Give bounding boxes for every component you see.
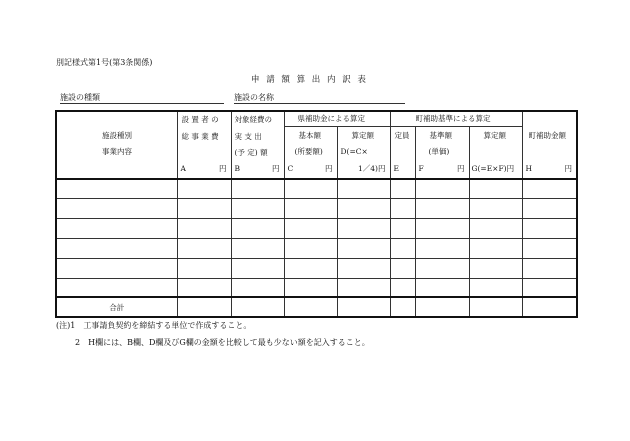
header-town-std-sub: (単価) (428, 147, 450, 156)
table-row (56, 198, 577, 218)
table-cell (284, 258, 337, 278)
table-cell (415, 218, 469, 238)
table-cell (177, 278, 231, 297)
table-cell (177, 297, 231, 317)
facility-type-field (60, 94, 224, 104)
facility-name-label: 施設の名称 (234, 93, 274, 102)
table-cell (337, 238, 390, 258)
header-town-calc-formula: G(=E×F)円 (471, 164, 515, 173)
table-cell (56, 198, 177, 218)
header-pref-basic-C: C (287, 164, 294, 173)
table-row (56, 258, 577, 278)
table-cell (522, 297, 577, 317)
table-cell (337, 258, 390, 278)
header-pref-basic-unit: 円 (325, 164, 333, 173)
table-cell (231, 278, 284, 297)
table-cell (231, 218, 284, 238)
header-pref-calc (337, 127, 390, 180)
header-facility-type (56, 111, 177, 179)
table-cell (177, 198, 231, 218)
header-total-cost-A: A (180, 164, 186, 173)
table-cell (390, 278, 415, 297)
header-town-std (415, 127, 469, 180)
table-cell (177, 258, 231, 278)
header-town-std-F: F (418, 164, 424, 173)
table-cell (469, 278, 522, 297)
table-cell (390, 198, 415, 218)
header-town-calc (469, 127, 522, 180)
table-cell (469, 258, 522, 278)
table-cell (415, 238, 469, 258)
header-pref-basic-label: 基本額 (298, 131, 321, 140)
table-cell (390, 297, 415, 317)
table-cell (177, 179, 231, 198)
table-cell (415, 179, 469, 198)
table-cell (469, 218, 522, 238)
table-cell (56, 179, 177, 198)
table-cell (231, 297, 284, 317)
header-town-group-label: 町補助基準による算定 (415, 114, 491, 123)
note-1: (注)1 工事請負契約を締結する単位で作成すること。 (56, 321, 252, 330)
table-cell (390, 218, 415, 238)
header-town-staff-label: 定員 (394, 131, 410, 140)
header-pref-calc-formula2: 1／4)円 (358, 164, 386, 173)
header-actual-expense-B: B (234, 164, 241, 173)
header-facility-type-line2: 事業内容 (102, 147, 132, 156)
table-cell (337, 179, 390, 198)
header-town-subsidy-H: H (525, 164, 533, 173)
header-actual-expense (231, 111, 284, 179)
table-cell (415, 278, 469, 297)
table-cell (284, 218, 337, 238)
table-cell (284, 198, 337, 218)
header-town-subsidy-unit: 円 (564, 164, 573, 173)
table-cell (284, 179, 337, 198)
table-cell (390, 179, 415, 198)
header-pref-calc-formula: D(=C× (340, 147, 368, 156)
header-total-cost-line2: 総 事 業 費 (181, 132, 219, 141)
header-actual-expense-line1: 対象経費の (234, 115, 272, 124)
note-2: 2 H欄には、B欄、D欄及びG欄の金額を比較して最も少ない額を記入すること。 (75, 338, 370, 347)
table-cell (390, 258, 415, 278)
table-row (56, 278, 577, 297)
table-cell (415, 258, 469, 278)
header-total-cost-unit: 円 (219, 164, 227, 173)
table-cell (56, 218, 177, 238)
header-actual-expense-line3: (予 定) 額 (234, 148, 268, 157)
header-prefecture-group-label: 県補助金による算定 (297, 114, 365, 123)
total-label: 合計 (109, 302, 125, 312)
header-pref-basic-sub: (所要額) (294, 147, 323, 156)
header-row-1 (56, 111, 577, 127)
calculation-table (55, 110, 578, 318)
table-cell (56, 238, 177, 258)
header-pref-calc-label: 算定額 (351, 131, 374, 140)
table-cell (522, 238, 577, 258)
header-town-subsidy-label: 町補助金額 (528, 131, 567, 140)
table-cell (177, 238, 231, 258)
table-cell (231, 179, 284, 198)
facility-type-label: 施設の種類 (60, 93, 100, 102)
table-cell (469, 179, 522, 198)
table-cell (337, 278, 390, 297)
facility-name-field (234, 94, 405, 104)
table-cell (415, 297, 469, 317)
table-cell (522, 278, 577, 297)
header-town-std-unit: 円 (457, 164, 465, 173)
table-cell (56, 258, 177, 278)
header-actual-expense-unit: 円 (272, 164, 280, 173)
header-town-staff (390, 127, 415, 180)
header-total-cost (177, 111, 231, 179)
form-reference: 別記様式第1号(第3条関係) (56, 58, 153, 67)
header-town-staff-E: E (393, 164, 399, 173)
table-cell (337, 198, 390, 218)
table-cell (522, 258, 577, 278)
table-cell (390, 238, 415, 258)
header-town-subsidy (522, 111, 577, 179)
header-pref-basic (284, 127, 337, 180)
header-town-std-label: 基準額 (429, 131, 452, 140)
table-cell (415, 198, 469, 218)
table-cell (284, 297, 337, 317)
table-cell (469, 238, 522, 258)
table-cell (231, 238, 284, 258)
header-total-cost-line1: 設 置 者 の (181, 115, 219, 124)
table-cell (231, 198, 284, 218)
table-row (56, 218, 577, 238)
table-cell (522, 218, 577, 238)
table-cell (284, 238, 337, 258)
document-title: 申 請 額 算 出 内 訳 表 (251, 75, 368, 85)
table-cell (177, 218, 231, 238)
table-row (56, 179, 577, 198)
table-cell (469, 198, 522, 218)
header-town-calc-label: 算定額 (483, 131, 506, 140)
total-label-cell (56, 297, 177, 317)
header-facility-type-line1: 施設種別 (102, 131, 132, 140)
table-cell (284, 278, 337, 297)
total-row (56, 297, 577, 317)
table-cell (337, 218, 390, 238)
table-cell (337, 297, 390, 317)
header-town-group (390, 111, 522, 127)
table-cell (469, 297, 522, 317)
header-prefecture-group (284, 111, 390, 127)
table-row (56, 238, 577, 258)
table-cell (56, 278, 177, 297)
header-actual-expense-line2: 実 支 出 (234, 132, 262, 141)
table-cell (522, 198, 577, 218)
table-cell (522, 179, 577, 198)
table-cell (231, 258, 284, 278)
